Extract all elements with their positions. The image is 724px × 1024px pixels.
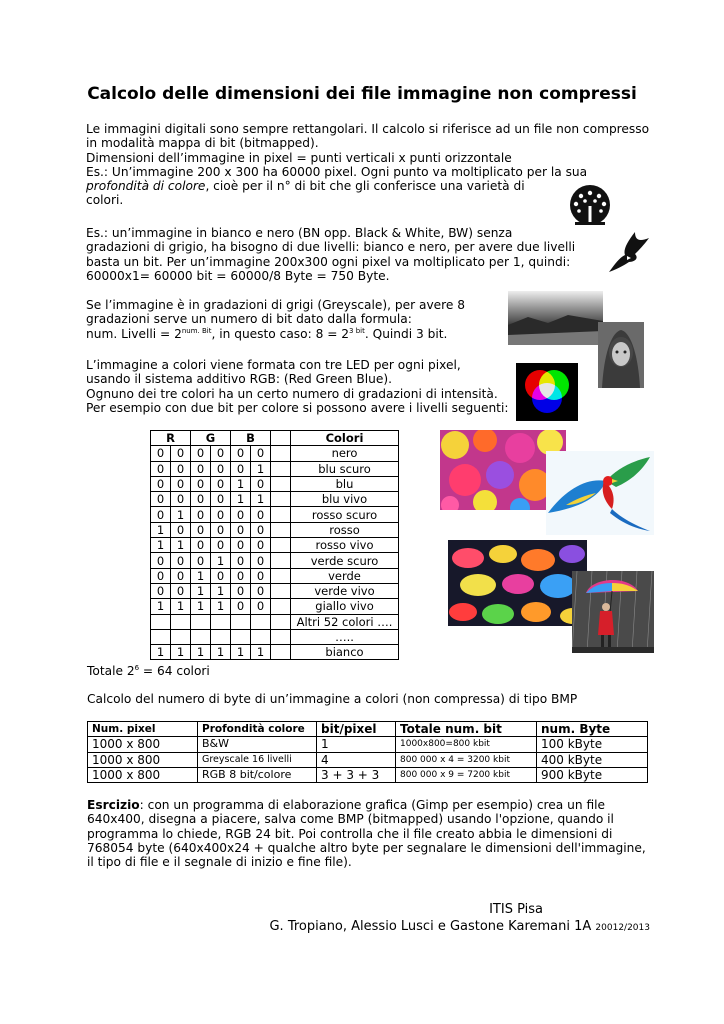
table-cell: 4 [317,752,396,767]
empty-cell [271,446,291,461]
bit-cell: 0 [211,522,231,537]
table-row [151,538,399,553]
empty-cell [271,614,291,629]
text-line: Es.: un’immagine in bianco e nero (BN opp. Black & White, BW) senza [86,226,513,240]
text-line: 640x400, disegna a piacere, salva come BMP (bitmapped) usando l'opzione, quando il [87,812,614,827]
bit-cell [231,614,251,629]
text-fragment: Totale 2 [87,664,135,678]
table-cell: 400 kByte [537,752,648,767]
rgb-levels-table [150,430,399,660]
table-cell: B&W [198,737,317,752]
color-name-cell: verde scuro [291,553,399,568]
greyscale-landscape-image [508,291,603,345]
color-name-cell: bianco [291,645,399,660]
text-line: Ognuno dei tre colori ha un certo numero di gradazioni di intensità. [86,386,498,401]
text-line: Per esempio con due bit per colore si possono avere i livelli seguenti: [86,400,509,415]
color-name-cell: rosso [291,522,399,537]
authors-text: G. Tropiano, Alessio Lusci e Gastone Karemani 1A [269,919,592,934]
bit-cell: 0 [171,476,191,491]
bit-cell: 0 [151,461,171,476]
bit-cell: 0 [151,476,171,491]
bit-cell: 0 [251,446,271,461]
totale-line [87,664,210,678]
empty-cell [271,476,291,491]
bit-cell: 0 [251,599,271,614]
bit-cell [231,629,251,644]
text-fragment: , in questo caso: 8 = 2 [211,326,350,341]
bit-cell: 0 [191,476,211,491]
bit-cell: 1 [171,538,191,553]
bit-cell: 0 [211,461,231,476]
table-cell: 3 + 3 + 3 [317,767,396,782]
bit-cell [151,614,171,629]
bit-cell: 1 [251,461,271,476]
bmp-size-table [87,721,648,783]
bit-cell: 1 [191,568,211,583]
table-row [151,599,399,614]
text-line: Es.: Un’immagine 200 x 300 ha 60000 pixel. Ogni punto va moltiplicato per la sua [86,164,588,179]
bit-cell: 0 [251,553,271,568]
bit-cell: 1 [191,583,211,598]
header-num-pixel: Num. pixel [88,722,198,737]
bit-cell: 0 [151,446,171,461]
bit-cell: 0 [231,522,251,537]
text-line: usando il sistema additivo RGB: (Red Green Blue). [86,372,393,387]
text-line: programma lo chiede, RGB 24 bit. Poi controlla che il file creato abbia le dimensioni di [87,826,613,841]
table-row [88,737,648,752]
umbrella-girl-image [572,571,654,653]
bw-paragraph [86,226,575,283]
bit-cell: 0 [191,538,211,553]
bit-cell: 0 [151,568,171,583]
table-header-row [88,722,648,737]
table-cell: 800 000 x 9 = 7200 kbit [396,767,537,782]
bit-cell: 1 [151,645,171,660]
text-line: gradazioni di grigio, ha bisogno di due livelli: bianco e nero, per avere due livelli [86,240,576,255]
text-line [87,798,654,812]
footer-authors [269,919,650,934]
bit-cell: 1 [211,645,231,660]
bit-cell: 1 [231,476,251,491]
bit-cell: 0 [171,492,191,507]
bit-cell: 0 [151,553,171,568]
empty-cell [271,538,291,553]
bit-cell: 0 [211,568,231,583]
empty-cell [271,553,291,568]
bit-cell: 0 [171,583,191,598]
empty-cell [271,629,291,644]
bit-cell: 0 [151,492,171,507]
table-cell: RGB 8 bit/colore [198,767,317,782]
table-row [151,583,399,598]
table-cell: 1000x800=800 kbit [396,737,537,752]
header-bit-pixel: bit/pixel [317,722,396,737]
fish-image [448,540,587,626]
empty-cell [271,522,291,537]
bmp-caption [87,692,577,706]
header-profondita: Profondità colore [198,722,317,737]
bit-cell: 0 [191,461,211,476]
text-line: 60000x1= 60000 bit = 60000/8 Byte = 750 Byte. [86,268,390,283]
bit-cell [171,629,191,644]
header-colori: Colori [291,431,399,446]
bit-cell: 0 [231,446,251,461]
bit-cell: 0 [231,568,251,583]
bit-cell: 1 [171,599,191,614]
bit-cell: 1 [251,645,271,660]
bit-cell: 0 [231,507,251,522]
bit-cell: 0 [251,538,271,553]
table-row [151,476,399,491]
table-row [151,522,399,537]
bit-cell: 1 [151,538,171,553]
text-line: Se l’immagine è in gradazioni di grigi (Greyscale), per avere 8 [86,298,466,312]
bit-cell: 1 [151,522,171,537]
bit-cell [171,614,191,629]
formula-line [86,327,465,341]
color-name-cell: ….. [291,629,399,644]
empty-cell [271,599,291,614]
table-row [151,492,399,507]
greyscale-portrait-image [598,322,644,388]
bit-cell: 1 [231,492,251,507]
bit-cell: 0 [231,599,251,614]
page-title: Calcolo delle dimensioni dei file immagine non compressi [87,84,637,104]
parrot-image [546,451,654,535]
table-cell: 1000 x 800 [88,767,198,782]
text-line: Calcolo del numero di byte di un’immagine a colori (non compressa) di tipo BMP [87,692,578,706]
table-row [151,553,399,568]
bit-cell: 0 [151,583,171,598]
bit-cell: 0 [211,492,231,507]
tree-image [565,184,615,230]
eagle-image [605,228,653,274]
bit-cell: 0 [171,522,191,537]
color-name-cell: verde [291,568,399,583]
bit-cell: 1 [171,507,191,522]
bit-cell: 0 [231,461,251,476]
table-row [151,614,399,629]
exponent: 6 [134,663,140,672]
bit-cell: 0 [251,507,271,522]
color-name-cell: blu [291,476,399,491]
bit-cell: 1 [211,553,231,568]
empty-cell [271,645,291,660]
text-line [87,664,210,678]
bit-cell: 0 [251,583,271,598]
table-row [151,461,399,476]
color-paragraph [86,358,508,415]
text-line: L’immagine a colori viene formata con tre LED per ogni pixel, [86,358,461,372]
table-cell: 1000 x 800 [88,752,198,767]
text-line: gradazioni serve un numero di bit dato dalla formula: [86,312,412,327]
school-year: 20012/2013 [595,923,650,933]
table-cell: 100 kByte [537,737,648,752]
bit-cell [251,614,271,629]
empty-cell [271,492,291,507]
color-name-cell: nero [291,446,399,461]
bit-cell: 0 [191,522,211,537]
table-row [151,507,399,522]
bit-cell: 0 [251,568,271,583]
greyscale-paragraph [86,298,465,341]
bit-cell [251,629,271,644]
empty-cell [271,583,291,598]
italic-term: profondità di colore [86,179,206,194]
bit-cell: 0 [171,568,191,583]
bit-cell: 0 [211,476,231,491]
bit-cell: 0 [191,507,211,522]
bit-cell: 0 [231,583,251,598]
text-line: colori. [86,193,124,208]
table-cell: Greyscale 16 livelli [198,752,317,767]
text-fragment: = 64 colori [139,664,210,678]
bit-cell: 1 [191,599,211,614]
bit-cell: 1 [191,645,211,660]
exercise-paragraph [87,798,654,869]
text-fragment: , cioè per il n° di bit che gli conferisce una varietà di [205,179,525,194]
table-cell: 1 [317,737,396,752]
text-line: basta un bit. Per un’immagine 200x300 ogni pixel va moltiplicato per 1, quindi: [86,254,571,269]
table-row [88,752,648,767]
bit-cell: 0 [191,492,211,507]
bit-cell [211,614,231,629]
header-totale-bit: Totale num. bit [396,722,537,737]
table-row [151,645,399,660]
exponent: 3 bit [349,326,365,335]
exercise-label: Esrcizio [87,798,140,812]
color-name-cell: rosso scuro [291,507,399,522]
bit-cell: 1 [211,583,231,598]
bit-cell: 0 [171,461,191,476]
table-row [151,446,399,461]
bit-cell [211,629,231,644]
bit-cell: 1 [211,599,231,614]
bit-cell: 0 [251,476,271,491]
bit-cell: 0 [171,553,191,568]
table-row [88,767,648,782]
bit-cell [191,614,211,629]
bit-cell: 0 [171,446,191,461]
footer-school: ITIS Pisa [489,902,543,917]
text-line: Le immagini digitali sono sempre rettangolari. Il calcolo si riferisce ad un file non compresso [86,122,650,136]
table-row [151,629,399,644]
text-line: 768054 byte (640x400x24 + qualche altro byte per segnalare le dimensioni dell'immagine, [87,840,646,855]
text-line: il tipo di file e il segnale di inizio e fine file). [87,855,352,870]
table-cell: 900 kByte [537,767,648,782]
text-fragment: num. Livelli = 2 [86,326,182,341]
empty-cell [271,568,291,583]
bit-cell: 1 [151,599,171,614]
color-name-cell: Altri 52 colori …. [291,614,399,629]
text-line: Dimensioni dell’immagine in pixel = punti verticali x punti orizzontale [86,150,512,165]
color-name-cell: verde vivo [291,583,399,598]
bit-cell: 1 [171,645,191,660]
header-r: R [151,431,191,446]
bit-cell: 0 [231,553,251,568]
bit-cell: 0 [211,446,231,461]
header-num-byte: num. Byte [537,722,648,737]
bit-cell [151,629,171,644]
text-fragment: : con un programma di elaborazione grafica (Gimp per esempio) crea un file [139,798,606,812]
bit-cell: 0 [211,538,231,553]
exponent: num. Bit [181,326,212,335]
bit-cell: 0 [191,553,211,568]
header-b: B [231,431,271,446]
rgb-circles-image [516,363,578,421]
bit-cell [191,629,211,644]
empty-cell [271,507,291,522]
color-name-cell: giallo vivo [291,599,399,614]
empty-cell [271,461,291,476]
color-name-cell: rosso vivo [291,538,399,553]
text-line: in modalità mappa di bit (bitmapped). [86,136,319,151]
header-g: G [191,431,231,446]
text-fragment: . Quindi 3 bit. [364,326,448,341]
bit-cell: 0 [191,446,211,461]
bit-cell: 0 [211,507,231,522]
header-empty [271,431,291,446]
bit-cell: 1 [231,645,251,660]
bit-cell: 0 [231,538,251,553]
bit-cell: 0 [251,522,271,537]
color-name-cell: blu scuro [291,461,399,476]
table-cell: 1000 x 800 [88,737,198,752]
table-row [151,568,399,583]
table-cell: 800 000 x 4 = 3200 kbit [396,752,537,767]
bit-cell: 0 [151,507,171,522]
table-header-row [151,431,399,446]
bit-cell: 1 [251,492,271,507]
color-name-cell: blu vivo [291,492,399,507]
